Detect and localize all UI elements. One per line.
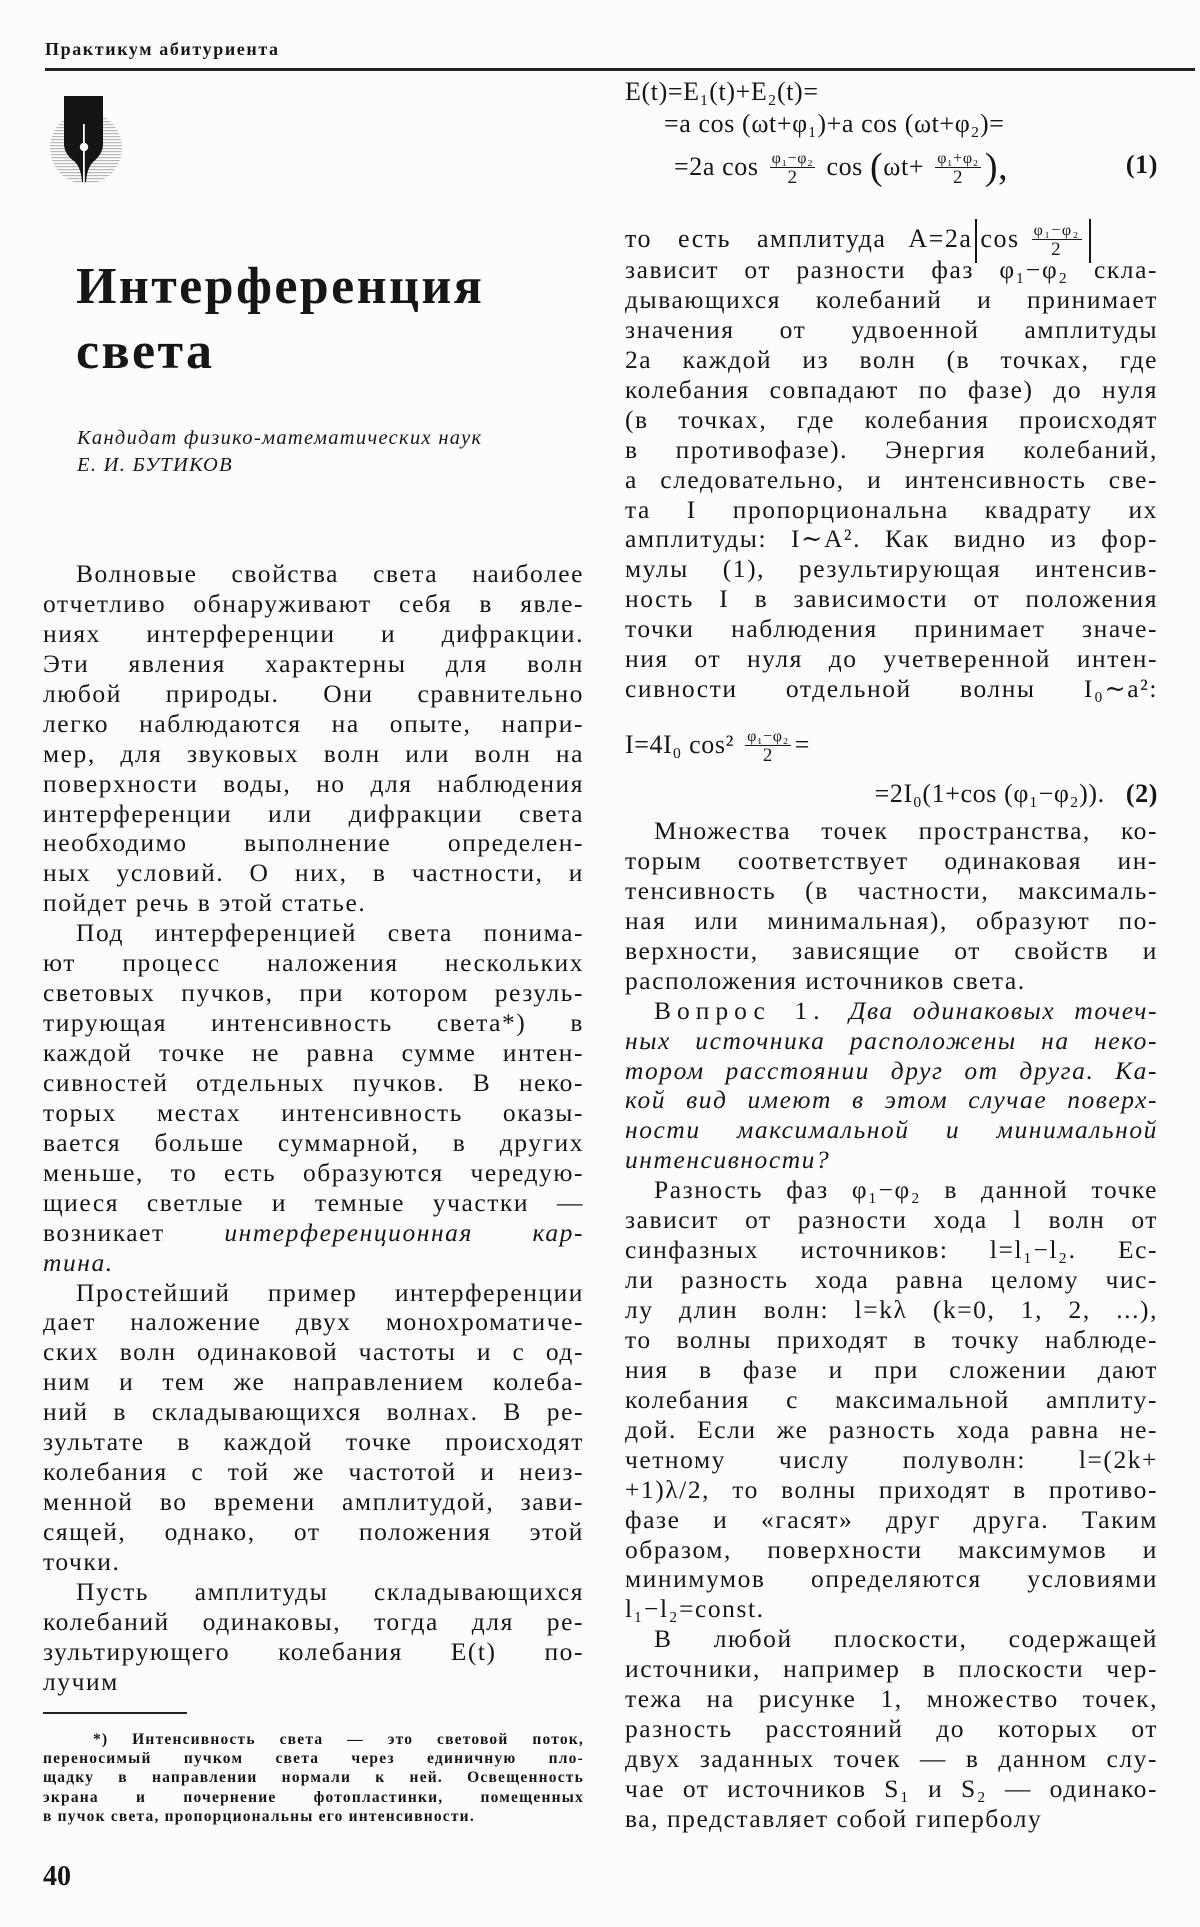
italic-text: Два одинаковых точеч- [849, 995, 1158, 1025]
footnote-line: экрана и почернение фотопластинки, помещенных [43, 1788, 584, 1806]
text-line: ли разность хода равна целому чис- [625, 1265, 1158, 1295]
text-line: +1)λ/2, то волны приходят в противо- [625, 1474, 1158, 1504]
text-line: образом, поверхности максимумов и [625, 1534, 1158, 1564]
text-line: сящей, однако, от положения этой [43, 1517, 584, 1546]
text-line: ния в фазе и при сложении дают [625, 1354, 1158, 1384]
fraction-denominator: 2 [1051, 239, 1063, 260]
formula-1-line1: E(t)=E₁(t)+E₂(t)= [625, 77, 819, 106]
fountain-pen-nib-icon [48, 94, 128, 186]
text-line: сивностей отдельных пучков. В неко- [43, 1067, 584, 1097]
text-line: необходимо выполнение определен- [43, 828, 584, 858]
author-block [77, 425, 482, 479]
text-line: четному числу полуволн: l=(2k+ [625, 1444, 1158, 1474]
right-column-text-block2 [625, 816, 1158, 1834]
text-line: расположения источников света. [625, 965, 1026, 995]
fraction [770, 150, 816, 188]
text-line: точки. [43, 1546, 121, 1576]
text-line: Эти явления характерны для волн [43, 648, 584, 678]
text-line: каждой точке не равна сумме интен- [43, 1038, 584, 1067]
text-line: ных условий. О них, в частности, и [43, 858, 584, 888]
section-header: Практикум абитуриента [45, 39, 280, 59]
text-line: ния от нуля до учетверенной интен- [625, 644, 1158, 674]
text-line: колебания с той же частотой и неиз- [43, 1457, 584, 1487]
footnote-line: щадку в направлении нормали к ней. Освещенность [43, 1769, 584, 1787]
text-line: тежа на рисунке 1, множество точек, [625, 1684, 1158, 1714]
text-line: тирующая интенсивность света*) в [43, 1008, 584, 1038]
fraction-numerator: φ₁+φ₂ [937, 150, 979, 167]
article-title-line2: света [76, 323, 215, 380]
text-line: зультирующего колебания E(t) по- [43, 1636, 584, 1666]
text-line: Пусть амплитуды складывающихся [76, 1576, 584, 1606]
formula-1-line2: =a cos (ωt+φ₁)+a cos (ωt+φ₂)= [664, 109, 1005, 138]
text-line: световых пучков, при котором резуль- [43, 978, 584, 1008]
paren-close: ), [984, 145, 1009, 188]
regular-text: возникает [43, 1217, 225, 1247]
formula-text: = [794, 729, 811, 759]
text-line: мер, для звуковых волн или волн на [43, 738, 584, 768]
text-line: торым соответствует одинаковая ин- [625, 845, 1158, 875]
author-degree: Кандидат физико-математических наук [77, 427, 483, 449]
amplitude-expression: A=2a [908, 223, 973, 253]
text-line: синфазных источников: l=l₁−l₂. Ес- [625, 1235, 1158, 1265]
text-line: та I пропорциональна квадрату их [625, 494, 1158, 524]
text-line [625, 1026, 1158, 1056]
paren-open: ( [870, 145, 884, 188]
text-line: поверхности воды, но для наблюдения [43, 768, 584, 798]
footnote-line: *) Интенсивность света — это световой поток, [93, 1731, 584, 1748]
text-line: колебания с максимальной амплиту- [625, 1384, 1158, 1414]
text-line: дает наложение двух монохроматиче- [43, 1307, 584, 1337]
text-line [625, 1115, 1158, 1145]
text-line: разность расстояний до которых от [625, 1714, 1158, 1744]
fraction-numerator: φ₁−φ₂ [771, 150, 814, 167]
text-line: а следовательно, и интенсивность све- [625, 464, 1158, 494]
fraction-denominator: 2 [762, 745, 773, 766]
italic-text: ных источника расположены на неко- [625, 1025, 1158, 1055]
italic-text: тором расстоянии друг от друга. Ка- [625, 1055, 1158, 1085]
text-line: торых местах интенсивность оказы- [43, 1097, 584, 1127]
text-line: менной во времени амплитудой, зави- [43, 1487, 584, 1517]
formula-text: I=4I₀ cos² [625, 729, 734, 759]
text-line: Множества точек пространства, ко- [654, 816, 1158, 845]
text-line: источники, например в плоскости чер- [625, 1654, 1158, 1684]
text-line: фазе и «гасят» друг друга. Таким [625, 1504, 1158, 1534]
fraction-numerator: φ₁−φ₂ [1033, 222, 1080, 239]
left-column-text [43, 559, 584, 1697]
formula-2-line1 [625, 728, 810, 766]
text-line: зультате в каждой точке происходят [43, 1427, 584, 1457]
equation-number: (2) [1125, 779, 1158, 808]
italic-text: ности максимальной и минимальной [625, 1115, 1158, 1145]
fraction-numerator: φ₁−φ₂ [747, 728, 789, 745]
text-line: амплитуды: I∼A². Как видно из фор- [625, 524, 1158, 554]
text-line: минимумов определяются условиями [625, 1564, 1158, 1594]
text-line: любой природы. Они сравнительно [43, 678, 584, 708]
text-line: ний в складывающихся волнах. В ре- [43, 1397, 584, 1427]
page-number: 40 [43, 1861, 71, 1892]
italic-text: кой вид имеют в этом случае поверх- [625, 1085, 1158, 1115]
formula-text: cos [826, 151, 863, 181]
footnote [43, 1730, 584, 1826]
question-label: Вопрос 1. [654, 995, 850, 1025]
text-line [43, 1218, 584, 1248]
text-line: тенсивность (в частности, максималь- [625, 875, 1158, 905]
formula-text: =2a cos [674, 151, 759, 181]
text-line: легко наблюдаются на опыте, напри- [43, 708, 584, 738]
text-line: Волновые свойства света наиболее [76, 559, 584, 588]
text-line: ниях интерференции и дифракции. [43, 618, 584, 648]
text-line: (в точках, где колебания происходят [625, 404, 1158, 434]
header-rule [45, 68, 1195, 71]
amplitude-text: то есть амплитуда [625, 223, 887, 253]
right-column-text-block1 [625, 255, 1158, 704]
text-line: ним и тем же направлением колеба- [43, 1367, 584, 1397]
fraction-denominator: 2 [952, 167, 964, 188]
fraction-denominator: 2 [787, 167, 798, 188]
text-line: то волны приходят в точку наблюде- [625, 1324, 1158, 1354]
text-line: точки наблюдения принимает значе- [625, 614, 1158, 644]
text-line: значения от удвоенной амплитуды [625, 314, 1158, 344]
text-line: ских волн одинаковой частоты и с од- [43, 1337, 584, 1367]
formula-2-line2 [625, 779, 1158, 809]
text-line: 2a каждой из волн (в точках, где [625, 344, 1158, 374]
text-line: сивности отдельной волны I₀∼a²: [625, 674, 1158, 704]
text-line: лучим [43, 1666, 119, 1696]
text-line: щиеся светлые и темные участки — [43, 1187, 584, 1217]
fraction [935, 150, 981, 188]
cos-text: cos [980, 223, 1020, 253]
footnote-line: переносимый пучком света через единичную пло- [43, 1750, 584, 1768]
text-line: дой. Если же разность хода равна не- [625, 1414, 1158, 1444]
text-line [625, 1085, 1158, 1115]
text-line: ют процесс наложения нескольких [43, 948, 584, 978]
text-line: меньше, то есть образуются чередую- [43, 1157, 584, 1187]
text-line: ва, представляет собой гиперболу [625, 1803, 1043, 1833]
fraction [745, 728, 791, 766]
formula-text: ωt+ [883, 151, 925, 181]
text-line: зависит от разности фаз φ₁−φ₂ скла- [625, 255, 1158, 284]
text-line [625, 996, 1158, 1026]
text-line: зависит от разности хода l волн от [625, 1205, 1158, 1235]
formula-text: =2I₀(1+cos (φ₁−φ₂)). [874, 779, 1105, 808]
text-line: вается больше суммарной, в других [43, 1127, 584, 1157]
text-line: Простейший пример интерференции [76, 1277, 584, 1307]
text-line: двух заданных точек — в данном слу- [625, 1744, 1158, 1774]
author-name: Е. И. БУТИКОВ [77, 454, 233, 476]
equation-number: (1) [1125, 150, 1158, 179]
italic-text: интенсивности? [625, 1145, 831, 1175]
formula-1-line3 [674, 145, 1158, 188]
footnote-rule [43, 1712, 187, 1714]
text-line: пойдет речь в этой статье. [43, 888, 367, 918]
text-line: ная или минимальная), образуют по- [625, 905, 1158, 935]
footnote-line: в пучок света, пропорциональны его интенсивности. [43, 1807, 475, 1825]
text-line [625, 1056, 1158, 1086]
text-line: в противофазе). Энергия колебаний, [625, 434, 1158, 464]
text-line: колебаний одинаковы, тогда для ре- [43, 1606, 584, 1636]
text-line: лу длин волн: l=kλ (k=0, 1, 2, ...), [625, 1295, 1158, 1324]
text-line: В любой плоскости, содержащей [654, 1624, 1158, 1654]
text-line: l₁−l₂=const. [625, 1594, 765, 1624]
text-line: интерференции или дифракции света [43, 798, 584, 828]
text-line: Разность фаз φ₁−φ₂ в данной точке [654, 1175, 1158, 1205]
article-title-line1: Интерференция [76, 258, 485, 315]
text-line: чае от источников S₁ и S₂ — одинако- [625, 1774, 1158, 1803]
text-line: дывающихся колебаний и принимает [625, 284, 1158, 314]
text-line: верхности, зависящие от свойств и [625, 935, 1158, 965]
italic-text: тина. [43, 1247, 114, 1277]
text-line: отчетливо обнаруживают себя в явле- [43, 588, 584, 618]
text-line: ность I в зависимости от положения [625, 584, 1158, 614]
text-line [625, 1145, 1158, 1175]
text-line: Под интерференцией света понима- [76, 918, 584, 948]
text-line: колебания совпадают по фазе) до нуля [625, 374, 1158, 404]
text-line [43, 1248, 584, 1278]
text-line: мулы (1), результирующая интенсив- [625, 554, 1158, 584]
italic-text: интерференционная кар- [224, 1217, 584, 1247]
